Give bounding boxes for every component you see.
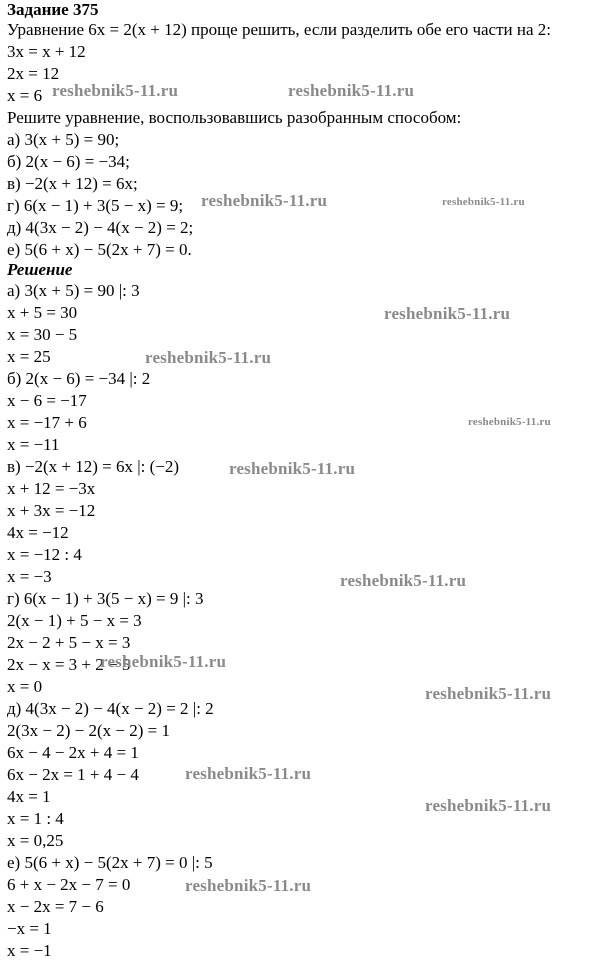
solution-line: х − 6 = −17 [7,391,87,410]
solution-line: х = −1 [7,941,52,960]
solution-line: б) 2(х − 6) = −34 |: 2 [7,369,151,388]
solution-line: х = 0,25 [7,831,64,850]
solution-line: 6х − 4 − 2х + 4 = 1 [7,743,139,762]
solution-line: д) 4(3х − 2) − 4(х − 2) = 2 |: 2 [7,699,214,718]
solution-line: 2х − 2 + 5 − х = 3 [7,633,131,652]
solution-line: в) −2(х + 12) = 6х |: (−2) [7,457,180,476]
solution-line: 2(3х − 2) − 2(х − 2) = 1 [7,721,170,740]
solution-line: 2(х − 1) + 5 − х = 3 [7,611,142,630]
task-item: е) 5(6 + х) − 5(2х + 7) = 0. [7,240,192,259]
solution-line: х = 0 [7,677,43,696]
watermark: reshebnik5-11.ru [288,81,415,100]
solution-line: х + 5 = 30 [7,303,78,322]
solution-line: х = 30 − 5 [7,325,78,344]
solution-line: х + 3х = −12 [7,501,96,520]
intro-step: 3х = х + 12 [7,42,86,61]
solution-line: х = 25 [7,347,51,366]
solution-line: х = −11 [7,435,60,454]
solution-line: х = −12 : 4 [7,545,82,564]
solution-line: 6х − 2х = 1 + 4 − 4 [7,765,139,784]
watermark: reshebnik5-11.ru [468,416,551,428]
solution-line: 2х − х = 3 + 2 − 5 [7,655,131,674]
solution-heading: Решение [7,260,73,279]
intro-step: 2х = 12 [7,64,60,83]
task-item: б) 2(х − 6) = −34; [7,152,130,171]
watermark: reshebnik5-11.ru [425,684,552,703]
task-item: в) −2(х + 12) = 6х; [7,174,138,193]
solution-line: х = −17 + 6 [7,413,87,432]
watermark: reshebnik5-11.ru [425,796,552,815]
watermark: reshebnik5-11.ru [185,764,312,783]
watermark: reshebnik5-11.ru [442,196,525,208]
watermark: reshebnik5-11.ru [145,348,272,367]
task-instruction: Решите уравнение, воспользовавшись разобранным способом: [7,108,462,127]
intro-step: х = 6 [7,86,43,105]
solution-line: х = −3 [7,567,52,586]
solution-line: г) 6(х − 1) + 3(5 − х) = 9 |: 3 [7,589,204,608]
solution-line: а) 3(х + 5) = 90 |: 3 [7,281,140,300]
watermark: reshebnik5-11.ru [185,876,312,895]
solution-line: х + 12 = −3х [7,479,96,498]
watermark: reshebnik5-11.ru [201,191,328,210]
watermark: reshebnik5-11.ru [52,81,179,100]
solution-line: 4х = 1 [7,787,51,806]
watermark: reshebnik5-11.ru [100,652,227,671]
intro-line: Уравнение 6х = 2(х + 12) проще решить, если разделить обе его части на 2: [7,20,551,39]
task-title: Задание 375 [7,0,99,19]
task-item: г) 6(х − 1) + 3(5 − х) = 9; [7,196,184,215]
watermark: reshebnik5-11.ru [384,304,511,323]
solution-line: −х = 1 [7,919,52,938]
solution-line: х = 1 : 4 [7,809,64,828]
task-item: а) 3(х + 5) = 90; [7,130,120,149]
solution-line: 4х = −12 [7,523,69,542]
watermark: reshebnik5-11.ru [340,571,467,590]
solution-line: 6 + х − 2х − 7 = 0 [7,875,131,894]
solution-line: х − 2х = 7 − 6 [7,897,104,916]
solution-line: е) 5(6 + х) − 5(2х + 7) = 0 |: 5 [7,853,213,872]
task-item: д) 4(3х − 2) − 4(х − 2) = 2; [7,218,194,237]
watermark: reshebnik5-11.ru [229,459,356,478]
